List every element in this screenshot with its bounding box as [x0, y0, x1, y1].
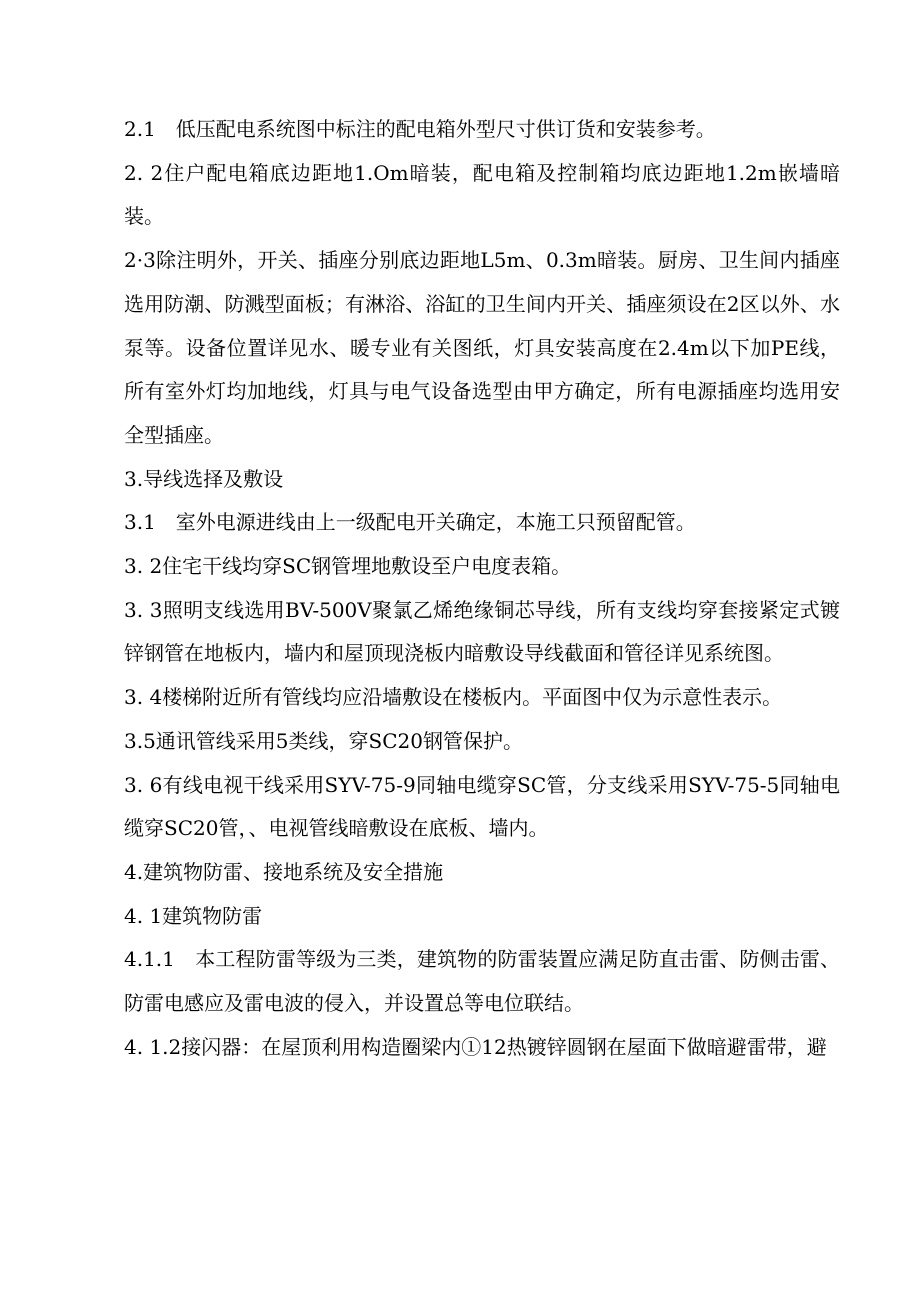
- paragraph-3-3: 3. 3照明支线选用BV-500V聚氯乙烯绝缘铜芯导线，所有支线均穿套接紧定式镀锌钢管在地板内，墙内和屋顶现浇板内暗敷设导线截面和管径详见系统图。: [124, 597, 840, 666]
- paragraph-2-1: 2.1 低压配电系统图中标注的配电箱外型尺寸供订货和安装参考。: [124, 117, 716, 141]
- paragraph-3-4: 3. 4楼梯附近所有管线均应沿墙敷设在楼板内。平面图中仅为示意性表示。: [124, 685, 783, 710]
- paragraph-3-6: 3. 6有线电视干线采用SYV-75-9同轴电缆穿SC管，分支线采用SYV-75-5同轴电缆穿SC20管，、电视管线暗敷设在底板、墙内。: [124, 772, 840, 841]
- paragraph-3-2: 3. 2住宅干线均穿SC钢管埋地敷设至户电度表箱。: [124, 554, 572, 579]
- paragraph-3-5: 3.5通讯管线采用5类线，穿SC20钢管保护。: [124, 728, 523, 753]
- paragraph-4-1-1: 4.1.1 本工程防雷等级为三类，建筑物的防雷装置应满足防直击雷、防侧击雷、防雷电感应及雷电波的侵入，并设置总等电位联结。: [124, 947, 840, 1016]
- section-heading-4: 4.建筑物防雷、接地系统及安全措施: [124, 859, 444, 884]
- paragraph-4-1-2: 4. 1.2接闪器：在屋顶利用构造圈梁内①12热镀锌圆钢在屋面下做暗避雷带，避: [124, 1034, 827, 1059]
- paragraph-3-1: 3.1 室外电源进线由上一级配电开关确定，本施工只预留配管。: [124, 510, 696, 535]
- paragraph-2-3: 2·3除注明外，开关、插座分别底边距地L5m、0.3m暗装。厨房、卫生间内插座选用防潮、防溅型面板；有淋浴、浴缸的卫生间内开关、插座须设在2区以外、水泵等。设备位置详见水、暖专业有关图纸，灯具安装高度在2.4m以下加PE线，所有室外灯均加地线，灯具与电气设备选型由甲方确定，所有电源插座均选用安全型插座。: [124, 248, 840, 447]
- paragraph-2-2: 2. 2住户配电箱底边距地1.Om暗装，配电箱及控制箱均底边距地1.2m嵌墙暗装。: [124, 160, 840, 229]
- section-heading-3: 3.导线选择及敷设: [124, 466, 284, 491]
- subsection-heading-4-1: 4. 1建筑物防雷: [124, 903, 263, 928]
